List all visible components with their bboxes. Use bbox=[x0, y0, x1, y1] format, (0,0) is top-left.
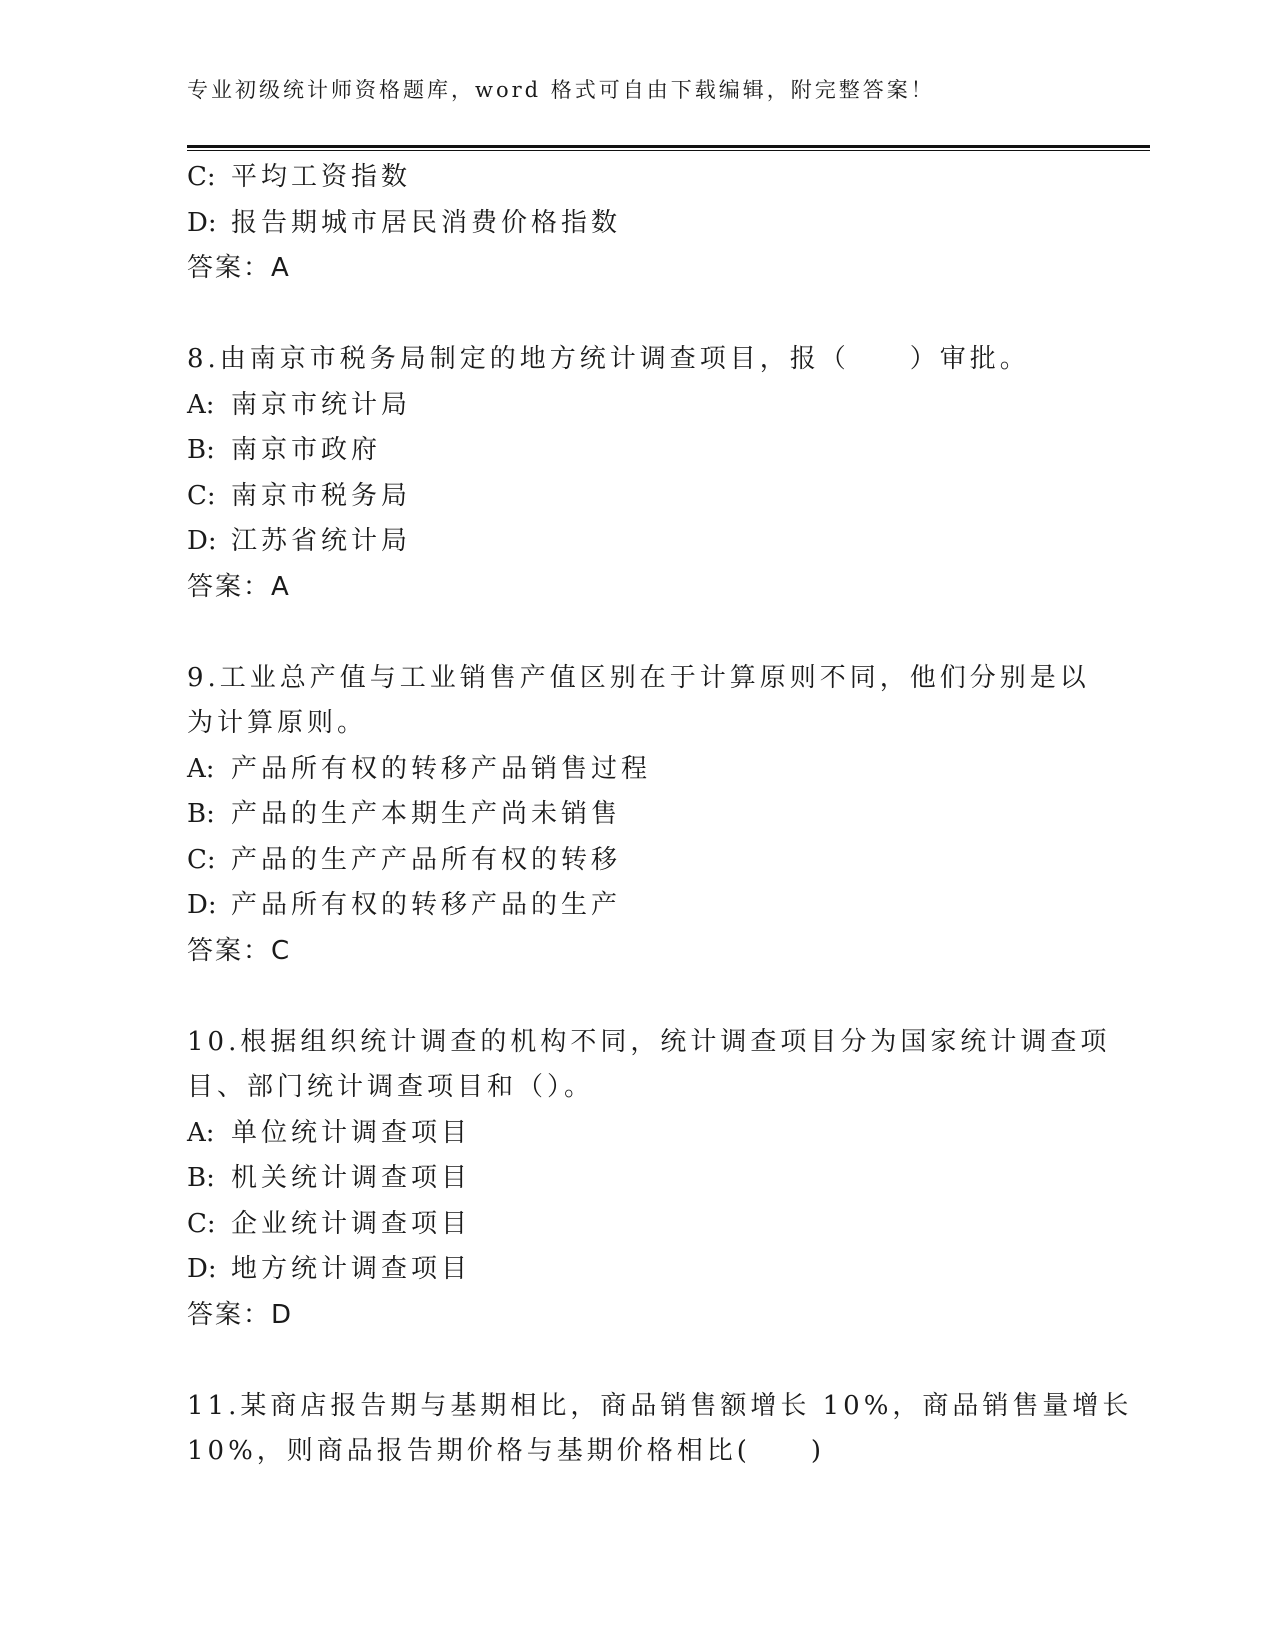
option-d bbox=[187, 1247, 1087, 1293]
option-key: B: bbox=[187, 1163, 215, 1193]
option-key: C: bbox=[187, 480, 216, 511]
question-content bbox=[187, 155, 1133, 1475]
option-b bbox=[187, 1156, 1087, 1202]
question-text-cont: 目、部门统计调查项目和（）。 bbox=[187, 1072, 595, 1102]
option-text: 产品的生产本期生产尚未销售 bbox=[231, 799, 622, 829]
option-text: 地方统计调查项目 bbox=[231, 1254, 472, 1284]
option-c bbox=[187, 838, 1087, 884]
option-text: 报告期城市居民消费价格指数 bbox=[231, 207, 622, 238]
option-a bbox=[187, 747, 1087, 793]
page-header: 专业初级统计师资格题库，word 格式可自由下载编辑，附完整答案！ bbox=[187, 78, 935, 102]
option-key: B: bbox=[187, 799, 215, 829]
question-text-cont: 10%，则商品报告期价格与基期价格相比( ) bbox=[187, 1436, 826, 1466]
question-text: 8.由南京市税务局制定的地方统计调查项目，报（ ）审批。 bbox=[187, 344, 1030, 374]
header-rule-thin bbox=[187, 150, 1150, 151]
answer-line: 答案：A bbox=[187, 571, 291, 602]
option-b bbox=[187, 792, 1087, 838]
option-key: D: bbox=[187, 526, 217, 556]
question-9 bbox=[187, 656, 1090, 975]
option-key: D: bbox=[187, 207, 217, 238]
option-text: 南京市政府 bbox=[231, 435, 382, 465]
option-key: C: bbox=[187, 1208, 216, 1239]
option-text: 产品所有权的转移产品的生产 bbox=[231, 890, 622, 920]
option-b bbox=[187, 428, 1087, 474]
option-key: A: bbox=[187, 753, 215, 784]
option-text: 南京市税务局 bbox=[231, 480, 412, 511]
option-c bbox=[187, 474, 1087, 520]
option-a bbox=[187, 1111, 1087, 1157]
option-a bbox=[187, 383, 1087, 429]
option-text: 产品的生产产品所有权的转移 bbox=[231, 844, 622, 875]
option-d bbox=[187, 201, 1087, 247]
question-text-cont: 为计算原则。 bbox=[187, 708, 368, 738]
answer-line: 答案：A bbox=[187, 253, 291, 283]
answer-line: 答案：C bbox=[187, 935, 292, 966]
option-key: A: bbox=[187, 389, 215, 420]
option-text: 产品所有权的转移产品销售过程 bbox=[231, 753, 652, 784]
option-key: C: bbox=[187, 162, 216, 192]
question-text: 11.某商店报告期与基期相比，商品销售额增长 10%，商品销售量增长 bbox=[187, 1390, 1133, 1421]
option-text: 平均工资指数 bbox=[231, 162, 412, 192]
question-11 bbox=[187, 1384, 1133, 1475]
option-text: 江苏省统计局 bbox=[231, 526, 412, 556]
option-key: A: bbox=[187, 1117, 215, 1148]
option-d bbox=[187, 883, 1087, 929]
option-text: 单位统计调查项目 bbox=[231, 1117, 472, 1148]
question-10 bbox=[187, 1020, 1111, 1339]
option-text: 机关统计调查项目 bbox=[231, 1163, 472, 1193]
option-key: D: bbox=[187, 890, 217, 920]
header-rule-thick bbox=[187, 145, 1150, 148]
option-key: D: bbox=[187, 1254, 217, 1284]
option-c bbox=[187, 1202, 1087, 1248]
option-key: C: bbox=[187, 844, 216, 875]
option-c bbox=[187, 155, 1087, 201]
question-text: 10.根据组织统计调查的机构不同，统计调查项目分为国家统计调查项 bbox=[187, 1026, 1111, 1057]
answer-line: 答案：D bbox=[187, 1299, 294, 1330]
question-8 bbox=[187, 337, 1087, 610]
option-key: B: bbox=[187, 435, 215, 465]
question-text: 9.工业总产值与工业销售产值区别在于计算原则不同，他们分别是以 bbox=[187, 662, 1090, 693]
option-d bbox=[187, 519, 1087, 565]
option-text: 南京市统计局 bbox=[231, 389, 412, 420]
option-text: 企业统计调查项目 bbox=[231, 1208, 472, 1239]
